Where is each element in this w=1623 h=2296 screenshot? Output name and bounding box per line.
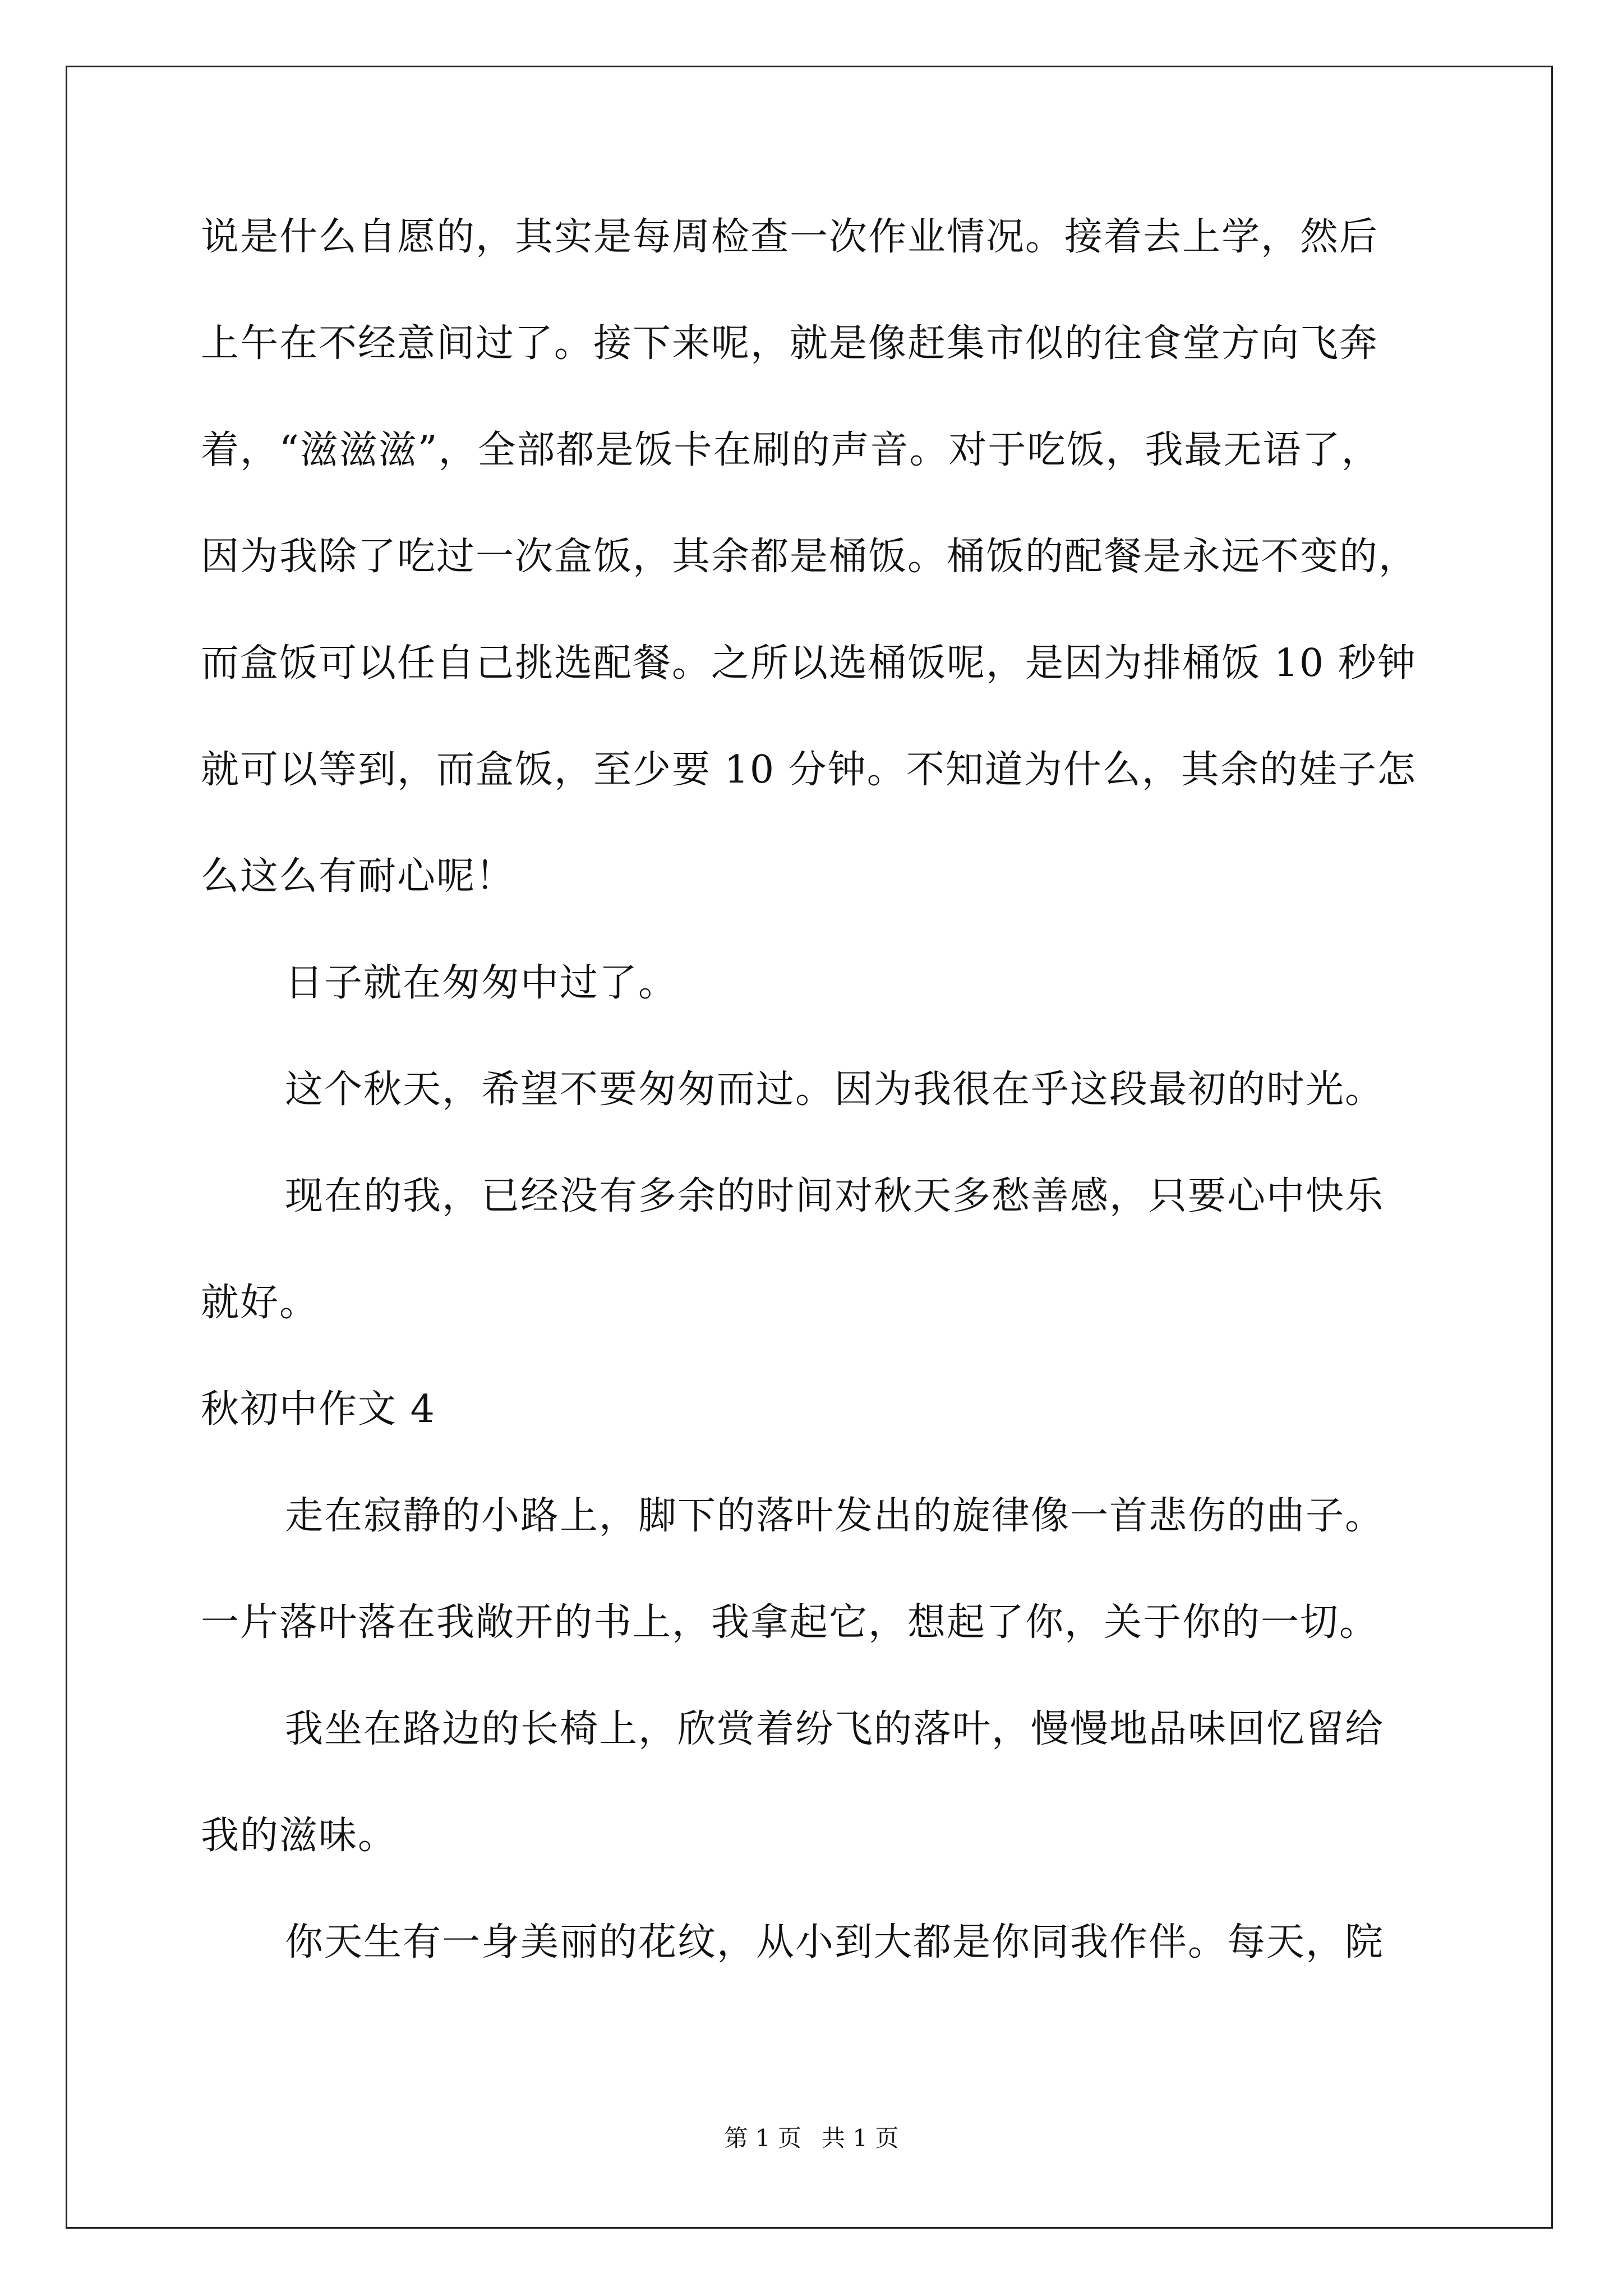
- paragraph-line: 你天生有一身美丽的花纹，从小到大都是你同我作伴。每天，院: [285, 1920, 1385, 1964]
- page-number: 第 1 页: [724, 2124, 801, 2152]
- text-line: 么这么有耐心呢！: [201, 854, 515, 899]
- text-line: 着，“滋滋滋”，全部都是饭卡在刷的声音。对于吃饭，我最无语了，: [201, 428, 1381, 472]
- paragraph-line: 走在寂静的小路上，脚下的落叶发出的旋律像一首悲伤的曲子。: [285, 1494, 1385, 1538]
- paragraph-line: 现在的我，已经没有多余的时间对秋天多愁善感，只要心中快乐: [285, 1174, 1385, 1218]
- text-line: 就好。: [201, 1281, 319, 1325]
- paragraph-line: 这个秋天，希望不要匆匆而过。因为我很在乎这段最初的时光。: [285, 1068, 1385, 1112]
- text-line: 我的滋味。: [201, 1814, 398, 1858]
- page-footer: [0, 2123, 1623, 2154]
- page-border: [66, 66, 1553, 2229]
- section-heading: 秋初中作文 4: [201, 1387, 436, 1432]
- text-line: 一片落叶落在我敞开的书上，我拿起它，想起了你，关于你的一切。: [201, 1600, 1379, 1645]
- text-line: 就可以等到，而盒饭，至少要 10 分钟。不知道为什么，其余的娃子怎: [201, 748, 1417, 792]
- paragraph-line: 日子就在匆匆中过了。: [285, 961, 678, 1005]
- paragraph-line: 我坐在路边的长椅上，欣赏着纷飞的落叶，慢慢地品味回忆留给: [285, 1707, 1385, 1751]
- page-total: 共 1 页: [822, 2124, 899, 2152]
- text-line: 说是什么自愿的，其实是每周检查一次作业情况。接着去上学，然后: [201, 215, 1379, 259]
- text-line: 因为我除了吃过一次盒饭，其余都是桶饭。桶饭的配餐是永远不变的，: [201, 535, 1418, 579]
- text-line: 而盒饭可以任自己挑选配餐。之所以选桶饭呢，是因为排桶饭 10 秒钟: [201, 641, 1417, 685]
- text-line: 上午在不经意间过了。接下来呢，就是像赶集市似的往食堂方向飞奔: [201, 321, 1379, 366]
